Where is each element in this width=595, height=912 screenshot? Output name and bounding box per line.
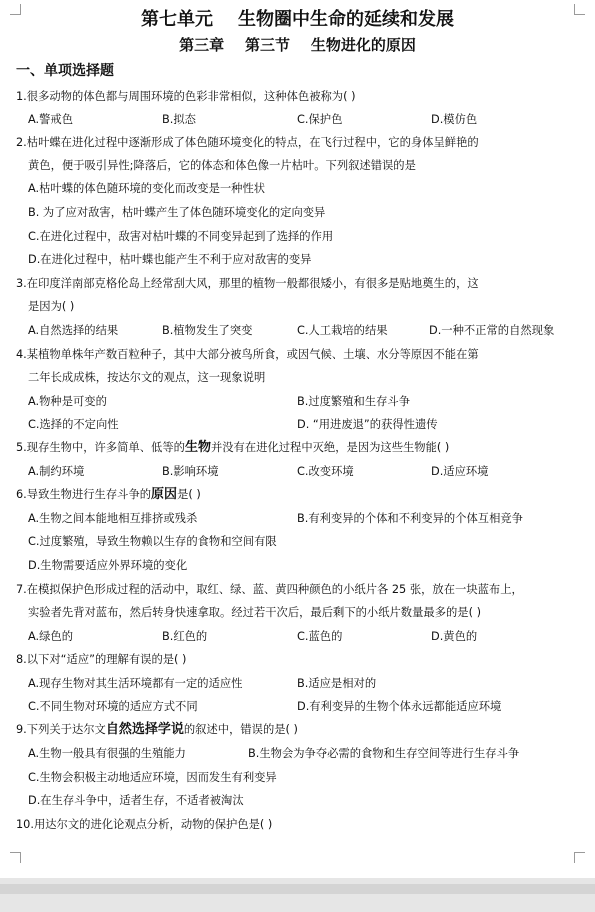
q1-option-b: B.拟态	[162, 113, 196, 126]
q9-stem-part-3: 的叙述中，错误的是( )	[183, 723, 298, 736]
q3-option-a: A.自然选择的结果	[28, 324, 119, 337]
page-gap	[0, 878, 595, 912]
question-8-stem: 8.以下对“适应”的理解有误的是( )	[16, 653, 187, 666]
unit-title: 第七单元 生物圈中生命的延续和发展	[140, 9, 455, 30]
q6-option-d: D.生物需要适应外界环境的变化	[28, 559, 188, 572]
question-4-stem-line-2: 二年长成成株，按达尔文的观点，这一现象说明	[28, 371, 266, 384]
question-6-stem	[16, 485, 201, 505]
q9-option-d: D.在生存斗争中，适者生存，不适者被淘汰	[28, 794, 244, 807]
q6-stem-part-3: 是( )	[177, 488, 201, 501]
q8-option-b: B.适应是相对的	[297, 677, 377, 690]
q9-stem-emphasis: 自然选择学说	[105, 722, 184, 737]
q5-option-c: C.改变环境	[297, 465, 354, 478]
question-7-stem-line-2: 实验者先背对蓝布，然后转身快速拿取。经过若干次后，最后剩下的小纸片数量最多的是( )	[28, 606, 481, 619]
q6-stem-emphasis: 原因	[151, 487, 178, 502]
question-7-stem-line-1: 7.在模拟保护色形成过程的活动中，取红、绿、蓝、黄四种颜色的小纸片各 25 张，放在一块蓝布上，	[16, 583, 523, 596]
q9-stem-part-1: 9.下列关于达尔文	[16, 723, 106, 736]
question-10-stem: 10.用达尔文的进化论观点分析，动物的保护色是( )	[16, 818, 273, 831]
q4-option-c: C.选择的不定向性	[28, 418, 119, 431]
q1-option-c: C.保护色	[297, 113, 343, 126]
q1-option-a: A.警戒色	[28, 113, 74, 126]
q5-option-a: A.制约环境	[28, 465, 85, 478]
chapter-title: 第三章 第三节 生物进化的原因	[179, 36, 416, 54]
question-3-stem-line-1: 3.在印度洋南部克格伦岛上经常刮大风，那里的植物一般都很矮小，有很多是贴地奠生的，这	[16, 277, 479, 290]
q8-option-c: C.不同生物对环境的适应方式不同	[28, 700, 198, 713]
q4-option-b: B.过度繁殖和生存斗争	[297, 395, 411, 408]
q2-option-d: D.在进化过程中，枯叶蝶也能产生不利于应对敌害的变异	[28, 253, 312, 266]
q6-option-a: A.生物之间本能地相互排挤或残杀	[28, 512, 198, 525]
q5-option-d: D.适应环境	[431, 465, 489, 478]
q4-option-a: A.物种是可变的	[28, 395, 107, 408]
q7-option-a: A.绿色的	[28, 630, 74, 643]
q7-option-c: C.蓝色的	[297, 630, 343, 643]
question-1-stem: 1.很多动物的体色都与周围环境的色彩非常相似，这种体色被称为( )	[16, 90, 356, 103]
section-title: 一、单项选择题	[16, 63, 114, 79]
q1-option-d: D.模仿色	[431, 113, 478, 126]
q5-option-b: B.影响环境	[162, 465, 219, 478]
q9-option-c: C.生物会积极主动地适应环境，因而发生有利变异	[28, 771, 277, 784]
question-9-stem	[16, 720, 298, 740]
q6-option-b: B.有利变异的个体和不利变异的个体互相竞争	[297, 512, 523, 525]
q2-option-c: C.在进化过程中，敌害对枯叶蝶的不同变异起到了选择的作用	[28, 230, 334, 243]
q9-option-b: B.生物会为争夺必需的食物和生存空间等进行生存斗争	[248, 747, 520, 760]
question-3-stem-line-2: 是因为( )	[28, 300, 75, 313]
q5-stem-emphasis: 生物	[184, 440, 211, 455]
q9-option-a: A.生物一般具有很强的生殖能力	[28, 747, 186, 760]
crop-mark-bottom-right	[574, 852, 585, 863]
q8-option-a: A.现存生物对其生活环境都有一定的适应性	[28, 677, 243, 690]
q6-stem-part-1: 6.导致生物进行生存斗争的	[16, 488, 152, 501]
q4-option-d: D. “用进废退”的获得性遗传	[297, 418, 438, 431]
next-page-edge	[0, 884, 595, 894]
q5-stem-part-1: 5.现存生物中，许多简单、低等的	[16, 441, 185, 454]
q6-option-c: C.过度繁殖，导致生物赖以生存的食物和空间有限	[28, 535, 277, 548]
q8-option-d: D.有利变异的生物个体永远都能适应环境	[297, 700, 502, 713]
question-2-stem-line-2: 黄色，便于吸引异性;降落后，它的体态和体色像一片枯叶。下列叙述错误的是	[28, 159, 416, 172]
q3-option-b: B.植物发生了突变	[162, 324, 253, 337]
q3-option-c: C.人工栽培的结果	[297, 324, 388, 337]
q5-stem-part-3: 并没有在进化过程中灭绝，是因为这些生物能( )	[210, 441, 450, 454]
crop-mark-bottom-left	[10, 852, 21, 863]
q2-option-b: B. 为了应对敌害，枯叶蝶产生了体色随环境变化的定向变异	[28, 206, 326, 219]
question-5-stem	[16, 438, 449, 458]
q2-option-a: A.枯叶蝶的体色随环境的变化而改变是一种性状	[28, 182, 266, 195]
q3-option-d: D.一种不正常的自然现象	[429, 324, 555, 337]
q7-option-d: D.黄色的	[431, 630, 478, 643]
question-4-stem-line-1: 4.某植物单株年产数百粒种子，其中大部分被鸟所食，或因气候、土壤、水分等原因不能在第	[16, 348, 479, 361]
question-2-stem-line-1: 2.枯叶蝶在进化过程中逐渐形成了体色随环境变化的特点，在飞行过程中，它的身体呈鲜艳的	[16, 136, 479, 149]
q7-option-b: B.红色的	[162, 630, 208, 643]
